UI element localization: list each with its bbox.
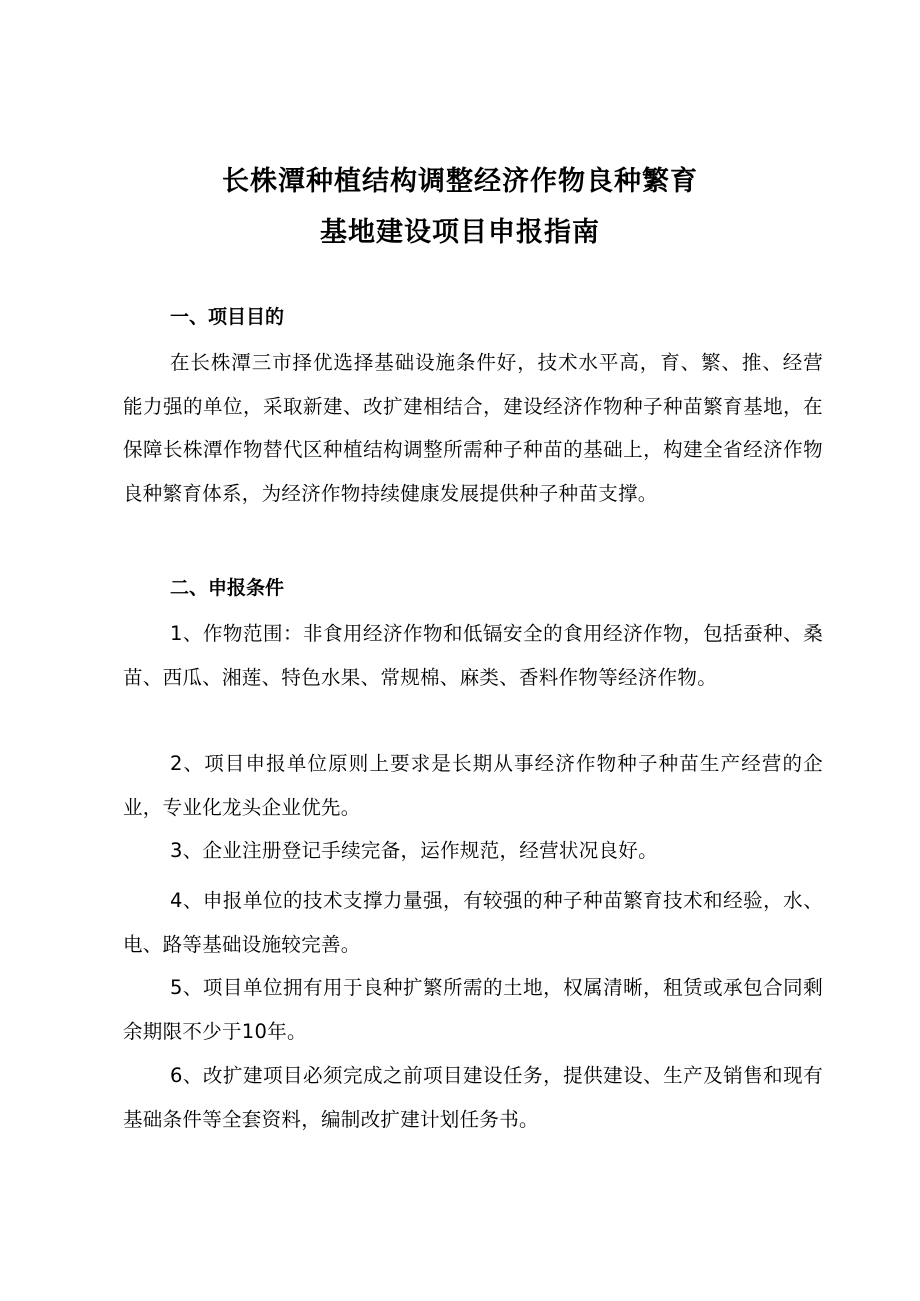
condition-item-1: 1、作物范围：非食用经济作物和低镉安全的食用经济作物，包括蚕种、桑苗、西瓜、湘莲、特色水果、常规棉、麻类、香料作物等经济作物。 <box>123 622 823 689</box>
document-title-line-2: 基地建设项目申报指南 <box>320 217 600 248</box>
condition-item-3: 3、企业注册登记手续完备，运作规范，经营状况良好。 <box>170 839 658 862</box>
document-title-line-1: 长株潭种植结构调整经济作物良种繁育 <box>222 166 698 197</box>
section-1-heading: 一、项目目的 <box>170 306 285 328</box>
condition-item-6: 6、改扩建项目必须完成之前项目建设任务，提供建设、生产及销售和现有基础条件等全套资料，编制改扩建计划任务书。 <box>123 1064 823 1131</box>
condition-item-4: 4、申报单位的技术支撑力量强，有较强的种子种苗繁育技术和经验，水、电、路等基础设施较完善。 <box>123 889 823 956</box>
section-1-paragraph: 在长株潭三市择优选择基础设施条件好，技术水平高，育、繁、推、经营能力强的单位，采取新建、改扩建相结合，建设经济作物种子种苗繁育基地，在保障长株潭作物替代区种植结构调整所需种子种苗的基础上，构建全省经济作物良种繁育体系，为经济作物持续健康发展提供种子种苗支撑。 <box>123 351 823 505</box>
section-2-heading: 二、申报条件 <box>170 577 285 599</box>
condition-item-5: 5、项目单位拥有用于良种扩繁所需的土地，权属清晰，租赁或承包合同剩余期限不少于10年。 <box>123 976 823 1043</box>
condition-item-2: 2、项目申报单位原则上要求是长期从事经济作物种子种苗生产经营的企业，专业化龙头企业优先。 <box>123 752 823 819</box>
